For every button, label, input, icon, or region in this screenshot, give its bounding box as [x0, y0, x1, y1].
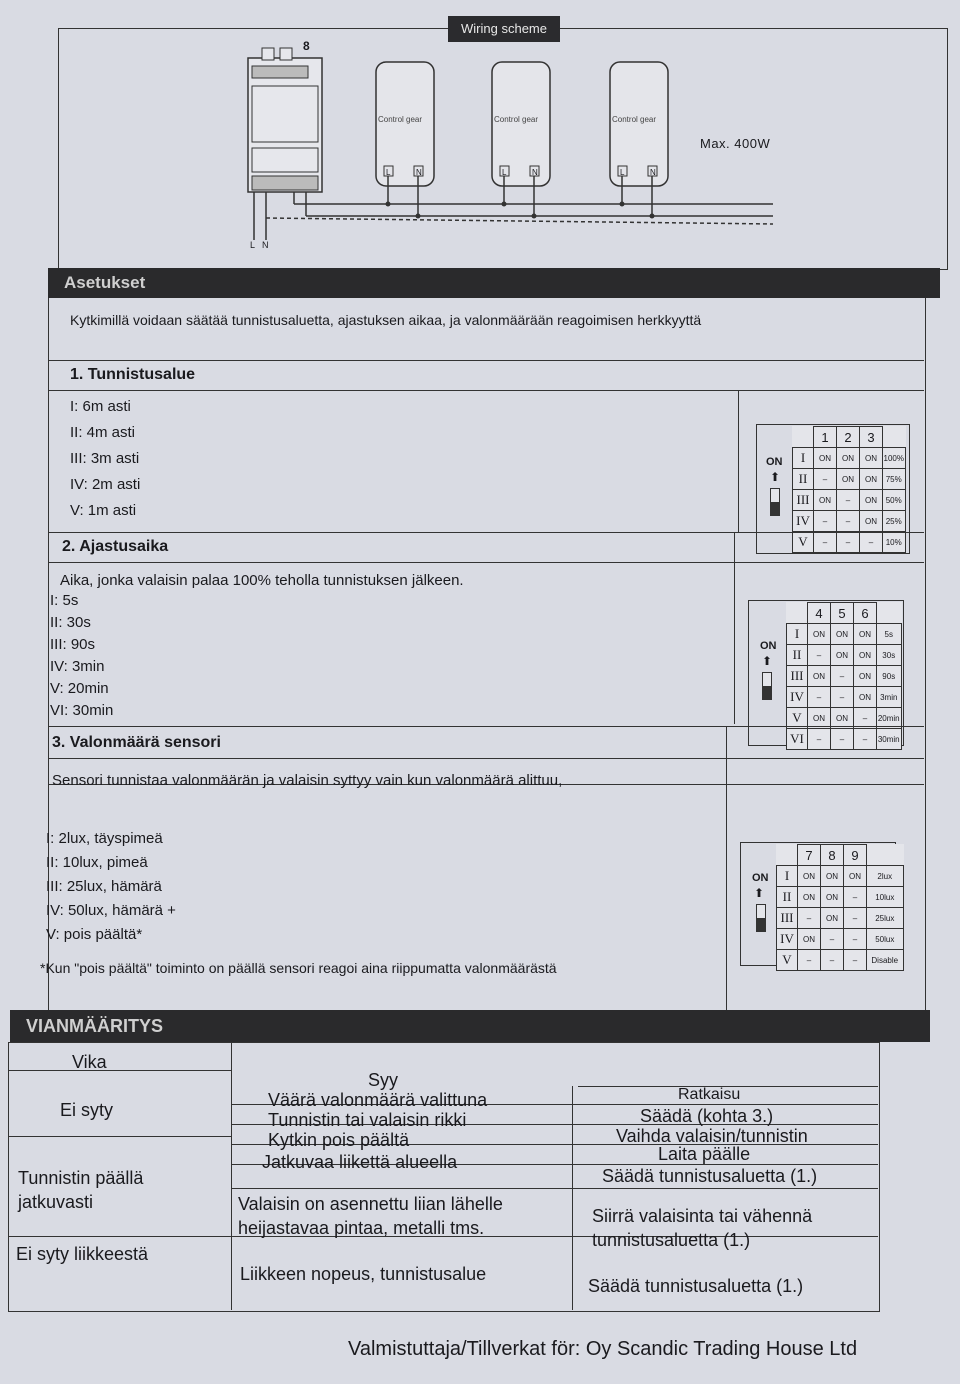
s3-item: V: pois päältä* — [46, 926, 143, 943]
dip-switch-icon — [762, 672, 772, 700]
fix: Siirrä valaisinta tai vähennä tunnistusaluetta (1.) — [592, 1206, 813, 1250]
dip-cell: – — [821, 950, 844, 971]
dip-row: V — [793, 532, 814, 553]
manufacturer-footer: Valmistuttaja/Tillverkat för: Oy Scandic Trading House Ltd — [348, 1338, 858, 1360]
cause: Väärä valonmäärä valittuna — [268, 1090, 488, 1110]
dip-cell: – — [837, 511, 860, 532]
dip-value: 90s — [877, 666, 902, 687]
dip-row: IV — [793, 511, 814, 532]
dip-cell: – — [808, 729, 831, 750]
wiring-diagram — [58, 28, 946, 268]
dip-table-1 — [792, 426, 906, 553]
fix: Vaihda valaisin/tunnistin — [616, 1126, 808, 1146]
s3-item: III: 25lux, hämärä — [46, 878, 162, 895]
dip-value: 5s — [877, 624, 902, 645]
on-label: ON — [752, 872, 769, 884]
dip-cell: ON — [814, 490, 837, 511]
dip-cell: ON — [821, 866, 844, 887]
dip-cell: – — [837, 490, 860, 511]
wire-label-l: L — [250, 240, 256, 250]
dip-cell: ON — [837, 469, 860, 490]
dip-row: I — [793, 448, 814, 469]
dip-value: 100% — [883, 448, 906, 469]
fault-3: Ei syty liikkeestä — [16, 1244, 149, 1264]
dip-value: 30s — [877, 645, 902, 666]
dip-col: 8 — [821, 845, 844, 866]
dip-row: VI — [787, 729, 808, 750]
wiring-title: Wiring scheme — [448, 16, 560, 42]
dip-cell: – — [831, 729, 854, 750]
s2-item: III: 90s — [50, 636, 96, 653]
dip-cell: – — [854, 729, 877, 750]
dip-cell: – — [831, 666, 854, 687]
dip-value: 2lux — [867, 866, 904, 887]
s2-item: VI: 30min — [50, 702, 114, 719]
gear3-terminal-n: N — [650, 168, 656, 177]
col-fault: Vika — [72, 1052, 107, 1072]
dip-value: 25lux — [867, 908, 904, 929]
dip-cell: ON — [808, 708, 831, 729]
dip-cell: ON — [860, 490, 883, 511]
dip-cell: – — [814, 469, 837, 490]
wire-label-n: N — [262, 240, 269, 250]
dip-row: I — [777, 866, 798, 887]
dip-cell: – — [844, 908, 867, 929]
dip-cell: – — [814, 532, 837, 553]
dip-switch-icon — [770, 488, 780, 516]
arrow-up-icon: ⬆ — [754, 886, 765, 900]
dip-col: 4 — [808, 603, 831, 624]
dip-row: III — [787, 666, 808, 687]
dip-cell: ON — [808, 624, 831, 645]
s3-item: IV: 50lux, hämärä + — [46, 902, 176, 919]
dip-cell: ON — [814, 448, 837, 469]
dip-cell: ON — [854, 687, 877, 708]
dip-cell: – — [831, 687, 854, 708]
dip-col: 3 — [860, 427, 883, 448]
divider — [572, 1086, 573, 1310]
gear-label-2: Control gear — [494, 115, 539, 124]
dip-value: 75% — [883, 469, 906, 490]
gear2-terminal-n: N — [532, 168, 538, 177]
dip-row: III — [793, 490, 814, 511]
dip-col: 1 — [814, 427, 837, 448]
fault-2: Tunnistin päällä jatkuvasti — [18, 1168, 144, 1212]
gear1-terminal-l: L — [386, 168, 391, 177]
divider — [231, 1042, 232, 1310]
module-digit: 8 — [303, 39, 310, 53]
s3-desc: Sensori tunnistaa valonmäärän ja valaisin syttyy vain kun valonmäärä alittuu, — [52, 772, 563, 789]
dip-value: 25% — [883, 511, 906, 532]
section2-title: 2. Ajastusaika — [62, 538, 169, 555]
control-gear-2 — [492, 62, 550, 186]
dip-row: I — [787, 624, 808, 645]
dip-value: 50% — [883, 490, 906, 511]
dip-cell: – — [844, 887, 867, 908]
cause: Kytkin pois päältä — [268, 1130, 410, 1150]
dip-row: II — [787, 645, 808, 666]
s2-item: II: 30s — [50, 614, 91, 631]
divider — [8, 1136, 231, 1137]
dip-cell: ON — [821, 887, 844, 908]
dip-value: 20min — [877, 708, 902, 729]
gear3-terminal-l: L — [620, 168, 625, 177]
control-gear-1 — [376, 62, 434, 186]
s1-item: II: 4m asti — [70, 424, 136, 441]
s1-item: IV: 2m asti — [70, 476, 141, 493]
dip-table-3 — [776, 844, 904, 971]
dip-cell: ON — [854, 624, 877, 645]
s1-item: V: 1m asti — [70, 502, 137, 519]
col-fix: Ratkaisu — [678, 1086, 741, 1103]
divider — [8, 1070, 231, 1071]
sensor-module — [248, 48, 322, 192]
dip-col: 6 — [854, 603, 877, 624]
dip-cell: ON — [860, 448, 883, 469]
s2-item: V: 20min — [50, 680, 109, 697]
dip-cell: ON — [844, 866, 867, 887]
dip-row: II — [777, 887, 798, 908]
fix: Säädä tunnistusaluetta (1.) — [588, 1276, 804, 1296]
dip-cell: ON — [798, 866, 821, 887]
dip-value: Disable — [867, 950, 904, 971]
dip-cell: – — [821, 929, 844, 950]
s1-item: I: 6m asti — [70, 398, 131, 415]
gear-label-1: Control gear — [378, 115, 423, 124]
cause: Jatkuvaa liikettä alueella — [262, 1152, 458, 1172]
divider — [48, 726, 924, 727]
section3-title: 3. Valonmäärä sensori — [52, 734, 221, 751]
control-gear-3 — [610, 62, 668, 186]
divider — [48, 390, 924, 391]
dip-cell: ON — [860, 469, 883, 490]
dip-value: 30min — [877, 729, 902, 750]
dip-table-2 — [786, 602, 902, 750]
section1-title: 1. Tunnistusalue — [70, 366, 196, 383]
dip-cell: – — [808, 645, 831, 666]
dip-cell: ON — [798, 887, 821, 908]
on-label: ON — [760, 640, 777, 652]
gear2-terminal-l: L — [502, 168, 507, 177]
fix: Säädä (kohta 3.) — [640, 1106, 774, 1126]
cause: Liikkeen nopeus, tunnistusalue — [240, 1264, 487, 1284]
dip-value: 3min — [877, 687, 902, 708]
dip-row: IV — [787, 687, 808, 708]
divider — [48, 360, 924, 361]
dip-value: 10lux — [867, 887, 904, 908]
dip-row: V — [777, 950, 798, 971]
settings-header: Asetukset — [48, 268, 940, 298]
dip-cell: ON — [831, 708, 854, 729]
dip-cell: – — [844, 950, 867, 971]
dip-cell: – — [798, 950, 821, 971]
divider — [738, 390, 739, 532]
dip-cell: ON — [854, 666, 877, 687]
dip-switch-icon — [756, 904, 766, 932]
dip-col: 7 — [798, 845, 821, 866]
s2-desc: Aika, jonka valaisin palaa 100% teholla tunnistuksen jälkeen. — [60, 572, 464, 589]
fix: Säädä tunnistusaluetta (1.) — [602, 1166, 818, 1186]
s2-item: IV: 3min — [50, 658, 105, 675]
dip-row: II — [793, 469, 814, 490]
on-label: ON — [766, 456, 783, 468]
dip-cell: ON — [798, 929, 821, 950]
dip-cell: – — [798, 908, 821, 929]
dip-value: 50lux — [867, 929, 904, 950]
cause: Valaisin on asennettu liian lähelle heijastavaa pintaa, metalli tms. — [238, 1194, 503, 1238]
settings-intro: Kytkimillä voidaan säätää tunnistusaluetta, ajastuksen aikaa, ja valonmäärään reagoimisen herkkyyttä — [70, 312, 702, 328]
dip-cell: ON — [831, 645, 854, 666]
divider — [726, 726, 727, 1032]
divider — [48, 758, 924, 759]
s3-item: I: 2lux, täyspimeä — [46, 830, 163, 847]
troubleshooting-header: VIANMÄÄRITYS — [10, 1010, 930, 1042]
gear-label-3: Control gear — [612, 115, 657, 124]
divider — [734, 532, 735, 724]
dip-row: IV — [777, 929, 798, 950]
dip-cell: – — [860, 532, 883, 553]
dip-col: 5 — [831, 603, 854, 624]
fix: Laita päälle — [658, 1144, 751, 1164]
dip-cell: – — [808, 687, 831, 708]
divider — [231, 1188, 878, 1189]
divider — [48, 562, 924, 563]
dip-value: 10% — [883, 532, 906, 553]
dip-col: 2 — [837, 427, 860, 448]
dip-cell: ON — [837, 448, 860, 469]
dip-cell: – — [844, 929, 867, 950]
s3-item: II: 10lux, pimeä — [46, 854, 148, 871]
dip-row: III — [777, 908, 798, 929]
dip-cell: – — [814, 511, 837, 532]
dip-cell: ON — [854, 645, 877, 666]
arrow-up-icon: ⬆ — [770, 470, 781, 484]
dip-cell: ON — [831, 624, 854, 645]
dip-cell: ON — [808, 666, 831, 687]
dip-cell: ON — [860, 511, 883, 532]
col-cause: Syy — [368, 1070, 399, 1090]
dip-col: 9 — [844, 845, 867, 866]
dip-cell: – — [837, 532, 860, 553]
divider — [48, 532, 924, 533]
dip-cell: ON — [821, 908, 844, 929]
gear1-terminal-n: N — [416, 168, 422, 177]
s2-item: I: 5s — [50, 592, 79, 609]
cause: Tunnistin tai valaisin rikki — [268, 1110, 467, 1130]
s3-note: *Kun "pois päältä" toiminto on päällä sensori reagoi aina riippumatta valonmäärästä — [40, 960, 557, 976]
dip-row: V — [787, 708, 808, 729]
dip-cell: – — [854, 708, 877, 729]
arrow-up-icon: ⬆ — [762, 654, 773, 668]
s1-item: III: 3m asti — [70, 450, 140, 467]
max-power: Max. 400W — [700, 136, 771, 151]
fault-1: Ei syty — [60, 1100, 114, 1120]
